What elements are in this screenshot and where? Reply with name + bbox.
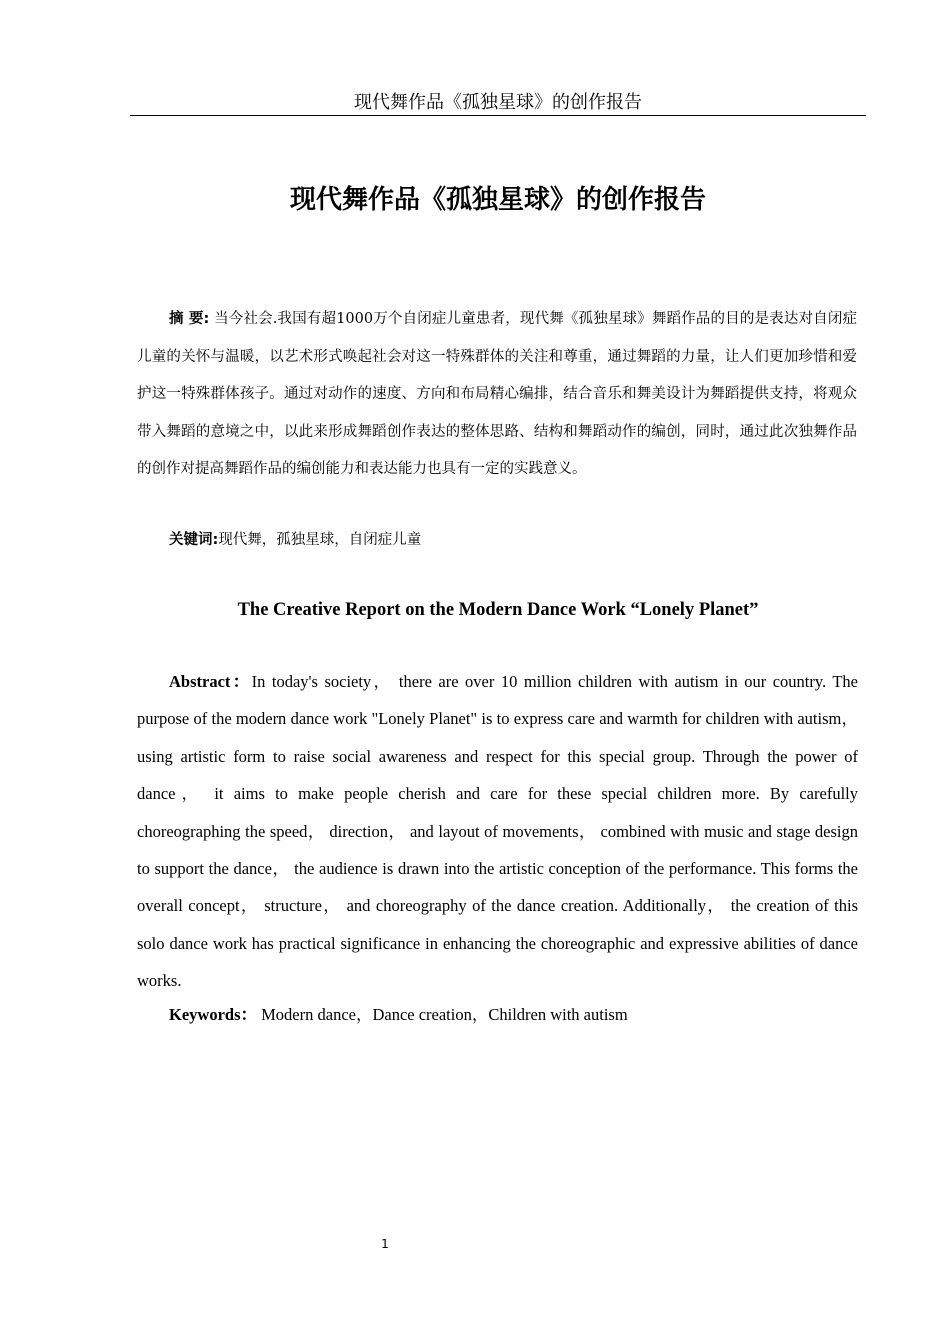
chinese-title: 现代舞作品《孤独星球》的创作报告 (289, 185, 706, 215)
english-abstract-text: In today's society， there are over 10 million children with autism in our country. The purpose of the modern dance work "Lonely Planet" is to express care and warmth for children with autism， using artistic form to raise social awareness and respect for this special group. Through the power of dance， it aims to make people cherish and care for these special children more. By carefully choreographing the speed， direction， and layout of movements， combined with music and stage design to support the dance， the audience is drawn into the artistic conception of the performance. This forms the overall concept， structure， and choreography of the dance creation. Additionally， the creation of this solo dance work has practical significance in enhancing the choreographic and expressive abilities of dance works. (137, 672, 859, 991)
running-header: 现代舞作品《孤独星球》的创作报告 (354, 92, 642, 113)
english-abstract (137, 663, 858, 1000)
chinese-keywords-label: 关键词: (169, 532, 219, 548)
chinese-abstract-label: 摘 要: (169, 311, 210, 327)
chinese-abstract-text: 当今社会.我国有超1000万个自闭症儿童患者，现代舞《孤独星球》舞蹈作品的目的是表达对自闭症儿童的关怀与温暖，以艺术形式唤起社会对这一特殊群体的关注和尊重，通过舞蹈的力量，让人们更加珍惜和爱护这一特殊群体孩子。通过对动作的速度、方向和布局精心编排，结合音乐和舞美设计为舞蹈提供支持，将观众带入舞蹈的意境之中，以此来形成舞蹈创作表达的整体思路、结构和舞蹈动作的编创，同时，通过此次独舞作品的创作对提高舞蹈作品的编创能力和表达能力也具有一定的实践意义。 (137, 311, 857, 477)
chinese-keywords-text: 现代舞，孤独星球，自闭症儿童 (218, 532, 422, 548)
header-divider (130, 115, 866, 116)
page-number: 1 (381, 1237, 389, 1251)
english-title: The Creative Report on the Modern Dance Work “Lonely Planet” (237, 600, 759, 620)
english-keywords-text: Modern dance，Dance creation，Children with autism (257, 1005, 628, 1024)
english-keywords-label: Keywords： (169, 1005, 257, 1024)
chinese-abstract (137, 301, 857, 489)
chinese-keywords (137, 522, 857, 560)
english-abstract-label: Abstract： (169, 672, 252, 691)
english-keywords (137, 1000, 858, 1030)
